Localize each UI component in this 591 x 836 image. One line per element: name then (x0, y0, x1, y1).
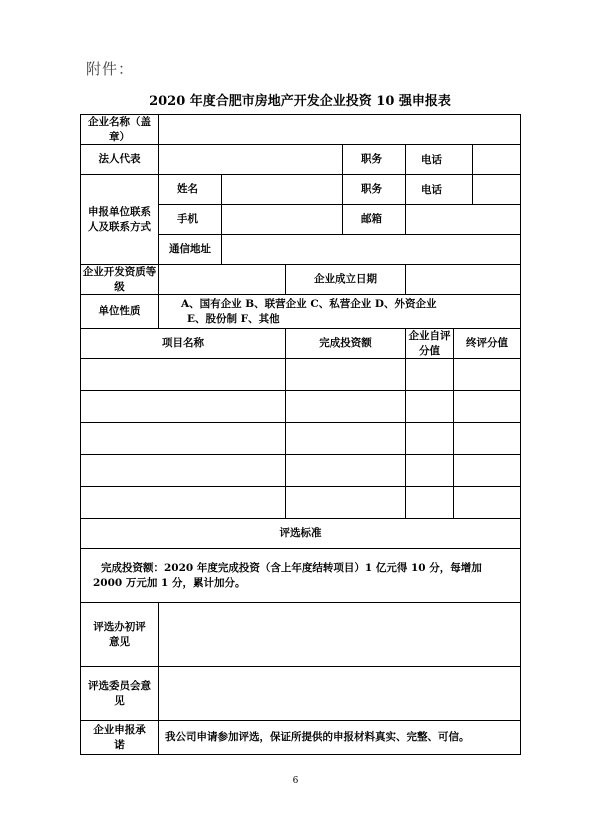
project-self-score-cell[interactable] (406, 487, 454, 519)
legal-rep-label: 法人代表 (81, 145, 159, 175)
contact-section-label: 申报单位联系人及联系方式 (81, 175, 159, 265)
contact-name-field[interactable] (222, 175, 343, 205)
project-self-score-cell[interactable] (406, 455, 454, 487)
legal-rep-phone-label: 电话 (421, 154, 442, 166)
contact-name-row (81, 175, 521, 205)
company-name-field[interactable] (159, 115, 521, 145)
project-self-score-cell[interactable] (406, 423, 454, 455)
project-row (81, 359, 521, 391)
project-row (81, 423, 521, 455)
project-investment-cell[interactable] (286, 487, 406, 519)
office-opinion-label: 评选办初评意见 (81, 603, 159, 667)
col-project-name: 项目名称 (81, 329, 286, 359)
established-date-field[interactable] (406, 265, 521, 295)
project-final-score-cell[interactable] (454, 423, 521, 455)
project-self-score-cell[interactable] (406, 391, 454, 423)
pledge-row (81, 721, 521, 755)
committee-opinion-row (81, 667, 521, 721)
project-name-cell[interactable] (81, 455, 286, 487)
pledge-label: 企业申报承诺 (81, 721, 159, 755)
criteria-heading-row (81, 519, 521, 549)
project-name-cell[interactable] (81, 391, 286, 423)
qualification-field[interactable] (159, 265, 286, 295)
attachment-label: 附件： (86, 60, 135, 78)
criteria-text-row (81, 549, 521, 603)
legal-rep-row (81, 145, 521, 175)
office-opinion-row (81, 603, 521, 667)
company-name-row (81, 115, 521, 145)
project-self-score-cell[interactable] (406, 359, 454, 391)
legal-rep-position-label: 职务 (343, 145, 406, 175)
contact-address-label: 通信地址 (159, 235, 222, 265)
nature-options[interactable] (159, 295, 521, 329)
contact-mobile-label: 手机 (159, 205, 222, 235)
project-header-row (81, 329, 521, 359)
criteria-text: 完成投资额：2020 年度完成投资（含上年度结转项目）1 亿元得 10 分，每增加 2000 万元加 1 分，累计加分。 (81, 549, 521, 603)
nature-row (81, 295, 521, 329)
qualification-row (81, 265, 521, 295)
contact-position-label: 职务 (343, 175, 406, 205)
project-final-score-cell[interactable] (454, 359, 521, 391)
project-investment-cell[interactable] (286, 455, 406, 487)
col-self-score: 企业自评分值 (406, 329, 454, 359)
project-investment-cell[interactable] (286, 359, 406, 391)
contact-mobile-field[interactable] (222, 205, 343, 235)
project-row (81, 391, 521, 423)
company-name-label: 企业名称（盖章） (81, 115, 159, 145)
page-number: 6 (292, 776, 299, 786)
contact-name-label: 姓名 (159, 175, 222, 205)
nature-options-line2: E、股份制 F、其他 (187, 312, 280, 325)
contact-phone-label: 电话 (421, 184, 442, 196)
qualification-label: 企业开发资质等级 (81, 265, 159, 295)
project-row (81, 455, 521, 487)
project-investment-cell[interactable] (286, 391, 406, 423)
form-title: 2020 年度合肥市房地产开发企业投资 10 强申报表 (149, 94, 451, 109)
col-investment: 完成投资额 (286, 329, 406, 359)
pledge-text: 我公司申请参加评选，保证所提供的申报材料真实、完整、可信。 (159, 721, 521, 755)
project-final-score-cell[interactable] (454, 487, 521, 519)
contact-phone-cell (421, 175, 521, 205)
nature-options-line1: A、国有企业 B、联营企业 C、私营企业 D、外资企业 (181, 298, 437, 311)
project-name-cell[interactable] (81, 423, 286, 455)
contact-address-field[interactable] (222, 235, 521, 265)
project-investment-cell[interactable] (286, 423, 406, 455)
legal-rep-phone-cell (421, 145, 521, 175)
contact-email-label: 邮箱 (343, 205, 406, 235)
project-name-cell[interactable] (81, 359, 286, 391)
criteria-heading: 评选标准 (81, 519, 521, 549)
application-form-table (80, 114, 521, 755)
committee-opinion-field[interactable] (159, 667, 521, 721)
project-name-cell[interactable] (81, 487, 286, 519)
nature-label: 单位性质 (81, 295, 159, 329)
committee-opinion-label: 评选委员会意见 (81, 667, 159, 721)
legal-rep-field[interactable] (159, 145, 343, 175)
office-opinion-field[interactable] (159, 603, 521, 667)
established-date-label: 企业成立日期 (286, 265, 406, 295)
contact-email-field[interactable] (406, 205, 521, 235)
col-final-score: 终评分值 (454, 329, 521, 359)
project-final-score-cell[interactable] (454, 455, 521, 487)
project-row (81, 487, 521, 519)
project-final-score-cell[interactable] (454, 391, 521, 423)
